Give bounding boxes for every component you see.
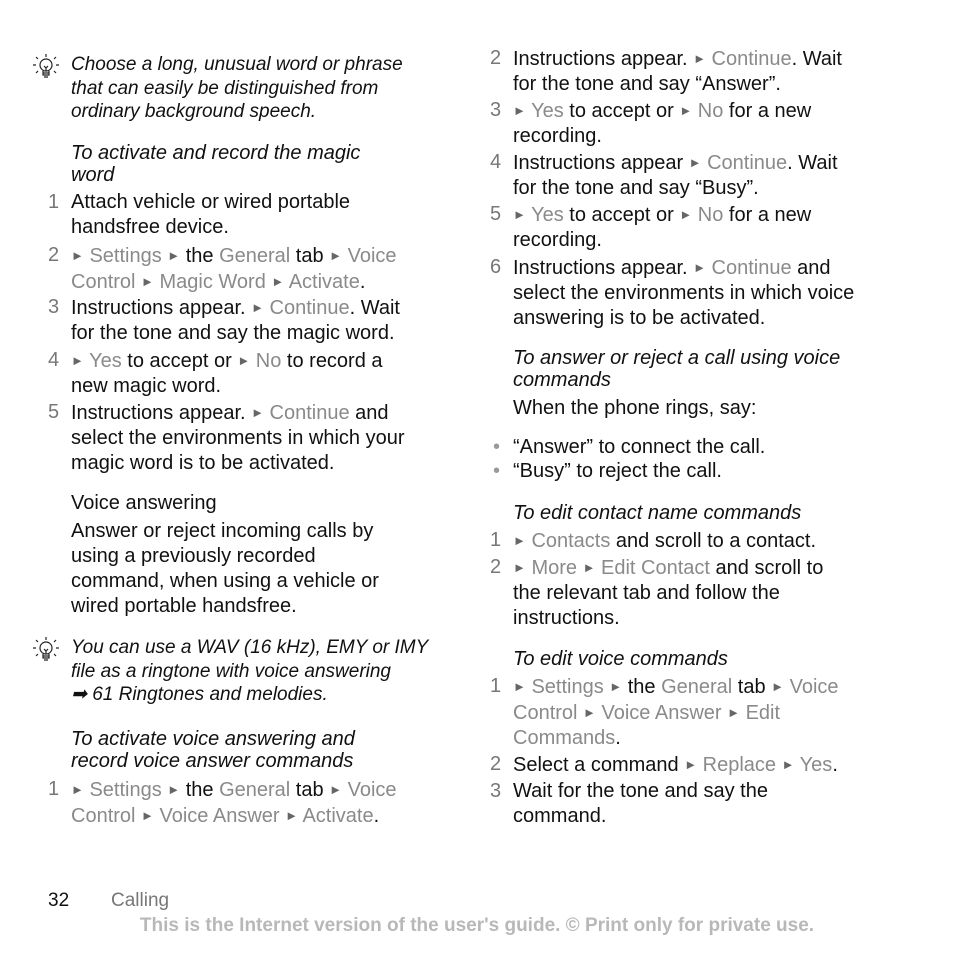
menu-item-reference: Continue [711,48,792,70]
instruction-step [48,243,397,295]
heading [513,648,728,670]
text: tab [290,245,330,267]
heading [71,728,355,772]
arrow-right-icon: ► [167,248,181,263]
heading [513,502,801,524]
text: tab [732,676,772,698]
text: recording. [513,229,602,251]
text: file as a ringtone with voice answering [71,660,392,682]
instruction-step [48,348,383,399]
text: To activate and record the magic [71,142,361,164]
menu-item-reference: Control [513,702,578,724]
step-number: 3 [490,780,502,802]
menu-item-reference: Activate [288,271,360,293]
arrow-right-icon: ► [71,782,84,797]
menu-item-reference: Voice [347,245,397,267]
text: for a new [723,204,812,226]
menu-item-reference: Replace [702,754,777,776]
menu-item-reference: Voice [347,779,397,801]
menu-item-reference: Commands [513,727,616,749]
text: ordinary background speech. [71,101,317,122]
heading [513,347,840,391]
text: to accept or [563,204,680,226]
text: Select a command [513,754,685,776]
menu-item-reference: No [255,350,282,372]
step-number: 2 [490,753,502,775]
menu-item-reference: Continue [707,152,788,174]
step-number: 1 [490,675,502,697]
menu-item-reference: General [661,676,733,698]
menu-item-reference: Settings [89,779,162,801]
arrow-right-icon: ► [141,808,154,823]
text: the [180,779,220,801]
menu-item-reference: Continue [269,402,350,424]
text: commands [513,369,611,391]
text: the [622,676,662,698]
menu-item-reference: Continue [711,257,792,279]
text: Instructions appear. [513,48,694,70]
tip-note [71,53,403,124]
text: new magic word. [71,375,222,397]
menu-item-reference: Voice Answer [159,805,280,827]
para [513,396,756,421]
text: select the environments in which your [71,427,405,449]
text: the [180,245,220,267]
step-number: 2 [490,556,502,578]
arrow-right-icon: ► [71,353,84,368]
instruction-step [490,555,824,631]
text: handsfree device. [71,216,229,238]
goto-arrow-icon: ➡ [71,684,87,705]
arrow-right-icon: ► [771,679,785,694]
arrow-right-icon: ► [251,405,264,420]
menu-item-reference: Contacts [531,530,611,552]
text: wired portable handsfree. [71,595,297,617]
text: Answer or reject incoming calls by [71,520,374,542]
page-number: 32 [48,890,70,911]
arrow-right-icon: ► [251,300,264,315]
arrow-right-icon: ► [167,782,181,797]
step-number: 2 [490,47,502,69]
instruction-step [490,674,839,751]
menu-item-reference: Yes [799,754,833,776]
text: . Wait [787,152,838,174]
menu-item-reference: More [531,557,578,579]
menu-item-reference: Control [71,805,136,827]
arrow-right-icon: ► [781,757,795,772]
arrow-right-icon: ► [329,248,343,263]
instruction-step [490,202,812,253]
menu-item-reference: General [219,779,291,801]
arrow-right-icon: ► [609,679,623,694]
text: . Wait [791,48,842,70]
text: to accept or [563,100,680,122]
step-number: 4 [490,151,502,173]
menu-item-reference: No [697,100,724,122]
arrow-right-icon: ► [513,533,526,548]
text: Choose a long, unusual word or phrase [71,54,403,75]
text: recording. [513,125,602,147]
text: word [71,164,115,186]
arrow-right-icon: ► [727,705,740,720]
instruction-step [48,777,397,829]
menu-item-reference: Voice [789,676,839,698]
arrow-right-icon: ► [688,155,702,170]
text: using a previously recorded [71,545,316,567]
text: . [373,805,380,827]
instruction-step [490,752,838,778]
arrow-right-icon: ► [684,757,698,772]
arrow-right-icon: ► [513,207,526,222]
text: and scroll to [709,557,824,579]
text: instructions. [513,607,620,629]
bullet-icon: • [493,460,501,482]
text: Instructions appear. [71,402,252,424]
text: “Answer” to connect the call. [513,436,766,458]
text: Instructions appear. [71,297,252,319]
tip-note [71,636,428,707]
para [71,519,379,619]
text: Voice answering [71,492,217,514]
instruction-step [490,46,842,97]
heading [71,142,360,186]
text: . [615,727,621,749]
step-number: 3 [48,296,60,318]
menu-item-reference: Control [71,271,136,293]
text: Attach vehicle or wired portable [71,191,351,213]
menu-item-reference: Settings [89,245,162,267]
step-number: 3 [490,99,502,121]
menu-item-reference: Continue [269,297,350,319]
section-name: Calling [111,890,170,911]
menu-item-reference: No [697,204,724,226]
text: command. [513,805,607,827]
text: record voice answer commands [71,750,354,772]
text: answering is to be activated. [513,307,766,329]
section-subheading [71,491,217,516]
step-number: 1 [48,778,60,800]
lightbulb-tip-icon [31,53,61,83]
menu-item-reference: Edit [745,702,781,724]
arrow-right-icon: ► [513,679,526,694]
text: select the environments in which voice [513,282,855,304]
menu-item-reference: Voice Answer [601,702,722,724]
menu-item-reference: Settings [531,676,604,698]
instruction-step [48,190,351,240]
text: When the phone rings, say: [513,397,757,419]
arrow-right-icon: ► [583,705,596,720]
arrow-right-icon: ► [679,103,693,118]
text: to record a [281,350,383,372]
text: for a new [723,100,812,122]
menu-item-reference: Magic Word [159,271,266,293]
instruction-step [490,255,855,331]
arrow-right-icon: ► [513,560,526,575]
text: To edit voice commands [513,648,728,670]
text: Instructions appear [513,152,689,174]
text: To edit contact name commands [513,502,802,524]
text: “Busy” to reject the call. [513,460,722,482]
lightbulb-tip-icon [31,636,61,666]
text: Wait for the tone and say the [513,780,768,802]
text: Instructions appear. [513,257,694,279]
menu-item-reference: Edit Contact [601,557,710,579]
arrow-right-icon: ► [582,560,596,575]
disclaimer-footer: This is the Internet version of the user's guide. © Print only for private use. [139,915,815,936]
step-number: 6 [490,256,502,278]
text: for the tone and say “Busy”. [513,177,759,199]
arrow-right-icon: ► [271,274,285,289]
text: that can easily be distinguished from [71,77,379,99]
arrow-right-icon: ► [141,274,154,289]
text: You can use a WAV (16 kHz), EMY or IMY [71,637,429,658]
arrow-right-icon: ► [329,782,343,797]
menu-item-reference: Yes [89,350,122,372]
text: and [791,257,831,279]
arrow-right-icon: ► [237,353,251,368]
arrow-right-icon: ► [71,248,84,263]
text: magic word is to be activated. [71,452,335,474]
menu-item-reference: General [219,245,291,267]
arrow-right-icon: ► [285,808,298,823]
arrow-right-icon: ► [693,51,706,66]
text: the relevant tab and follow the [513,582,780,604]
step-number: 4 [48,349,60,371]
bullet-icon: • [493,436,501,458]
text: . Wait [349,297,400,319]
text: . [832,754,838,776]
instruction-step [490,528,817,554]
step-number: 1 [490,529,502,551]
instruction-step [490,98,812,149]
bullet-item [493,435,766,460]
text: command, when using a vehicle or [71,570,379,592]
instruction-step [490,779,768,829]
step-number: 1 [48,191,60,213]
instruction-step [48,400,405,476]
menu-item-reference: Yes [531,204,564,226]
step-number: 2 [48,244,60,266]
arrow-right-icon: ► [679,207,693,222]
text: To activate voice answering and [71,728,355,750]
arrow-right-icon: ► [513,103,526,118]
text: to accept or [121,350,238,372]
bullet-item [493,459,722,484]
text: for the tone and say “Answer”. [513,73,781,95]
instruction-step [48,295,400,346]
text: tab [290,779,330,801]
text: To answer or reject a call using voice [513,347,841,369]
instruction-step [490,150,838,201]
text: . [359,271,366,293]
step-number: 5 [490,203,502,225]
step-number: 5 [48,401,60,423]
text: 61 Ringtones and melodies. [86,684,328,705]
text: and scroll to a contact. [610,530,817,552]
arrow-right-icon: ► [693,260,706,275]
text: and [349,402,389,424]
menu-item-reference: Activate [302,805,374,827]
text: for the tone and say the magic word. [71,322,395,344]
menu-item-reference: Yes [531,100,564,122]
